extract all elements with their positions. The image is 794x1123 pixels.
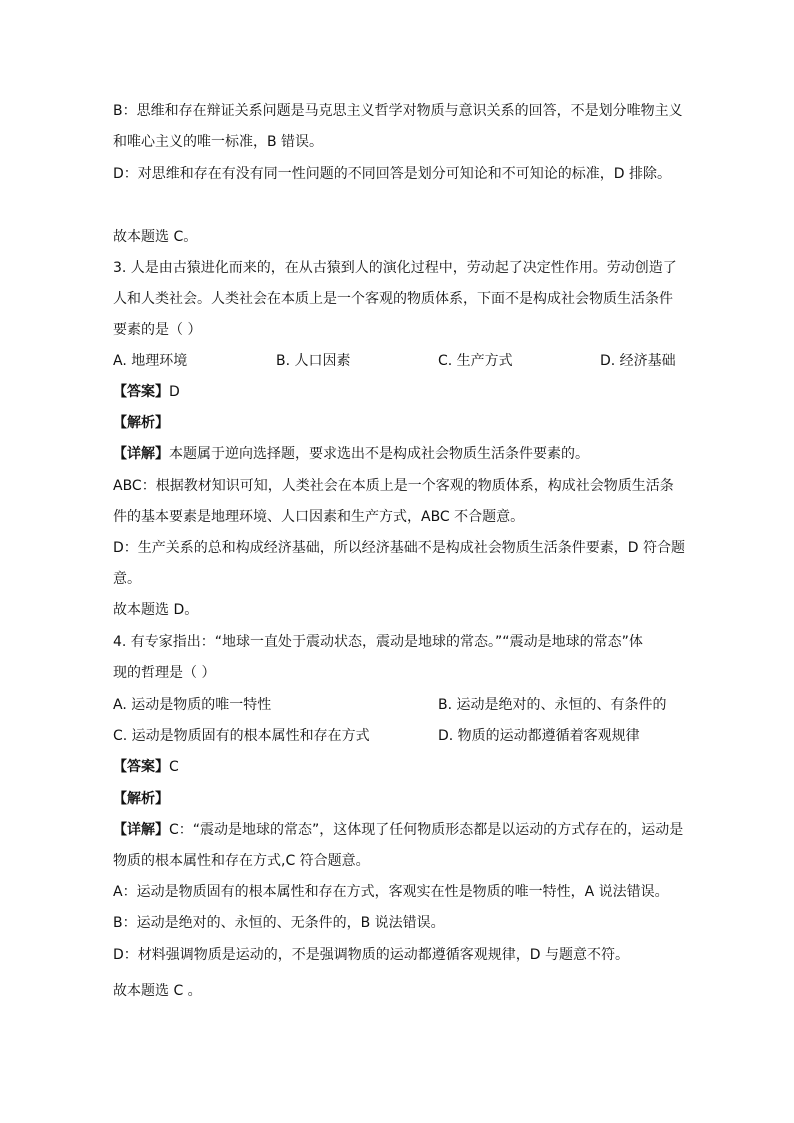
q4-option-a: A. 运动是物质的唯一特性 [113,697,272,713]
q3-analysis-tag [113,413,169,433]
q3-option-c: C. 生产方式 [438,353,513,369]
q3-answer [113,382,180,402]
prev-b-line-2: 和唯心主义的唯一标准，B 错误。 [113,134,324,150]
q3-option-b: B. 人口因素 [276,353,351,369]
prev-b-line-1: B：思维和存在辩证关系问题是马克思主义哲学对物质与意识关系的回答，不是划分唯物主义 [113,103,683,119]
q4-answer-tag: 【答案】 [113,759,169,775]
q4-detail-text: C：“震动是地球的常态”，这体现了任何物质形态都是以运动的方式存在的，运动是 [169,822,684,838]
q3-stem-line-2: 人和人类社会。人类社会在本质上是一个客观的物质体系，下面不是构成社会物质生活条件 [113,291,673,307]
q3-option-d: D. 经济基础 [600,353,676,369]
q4-stem-line-2: 现的哲理是（ ） [113,665,216,681]
q4-conclusion: 故本题选 C 。 [113,983,202,999]
q3-detail [113,444,589,464]
prev-conclusion: 故本题选 C。 [113,229,198,245]
q3-answer-tag: 【答案】 [113,384,169,400]
q4-option-c: C. 运动是物质固有的根本属性和存在方式 [113,728,370,744]
q4-d-line: D：材料强调物质是运动的，不是强调物质的运动都遵循客观规律，D 与题意不符。 [113,947,630,963]
q4-option-d: D. 物质的运动都遵循着客观规律 [438,728,640,744]
prev-d-line: D：对思维和存在有没有同一性问题的不同回答是划分可知论和不可知论的标准，D 排除。 [113,166,672,182]
q3-option-a: A. 地理环境 [113,353,188,369]
q4-stem-line-1: 4. 有专家指出：“地球一直处于震动状态，震动是地球的常态。”“震动是地球的常态”体 [113,634,643,650]
q3-d-line-1: D：生产关系的总和构成经济基础，所以经济基础不是构成社会物质生活条件要素，D 符合题 [113,540,686,556]
q3-analysis-label: 【解析】 [113,415,169,431]
q3-answer-value: D [169,384,180,400]
q3-detail-tag: 【详解】 [113,446,169,462]
q4-answer-value: C [169,759,179,775]
q3-stem-line-1: 3. 人是由古猿进化而来的，在从古猿到人的演化过程中，劳动起了决定性作用。劳动创造了 [113,260,677,276]
q4-detail [113,820,683,840]
q3-detail-text: 本题属于逆向选择题，要求选出不是构成社会物质生活条件要素的。 [169,446,589,462]
q4-detail-line-2: 物质的根本属性和存在方式,C 符合题意。 [113,853,370,869]
q4-detail-tag: 【详解】 [113,822,169,838]
q4-analysis-label: 【解析】 [113,791,169,807]
q4-answer [113,757,179,777]
q3-d-line-2: 意。 [113,571,141,587]
q4-b-line: B：运动是绝对的、永恒的、无条件的，B 说法错误。 [113,915,445,931]
q3-abc-line-1: ABC：根据教材知识可知，人类社会在本质上是一个客观的物质体系，构成社会物质生活条 [113,478,674,494]
q4-a-line: A：运动是物质固有的根本属性和存在方式，客观实在性是物质的唯一特性，A 说法错误。 [113,884,669,900]
q3-conclusion: 故本题选 D。 [113,602,199,618]
q4-analysis-tag [113,789,169,809]
q3-stem-line-3: 要素的是（ ） [113,322,202,338]
q4-option-b: B. 运动是绝对的、永恒的、有条件的 [438,697,667,713]
q3-abc-line-2: 件的基本要素是地理环境、人口因素和生产方式，ABC 不合题意。 [113,509,525,525]
